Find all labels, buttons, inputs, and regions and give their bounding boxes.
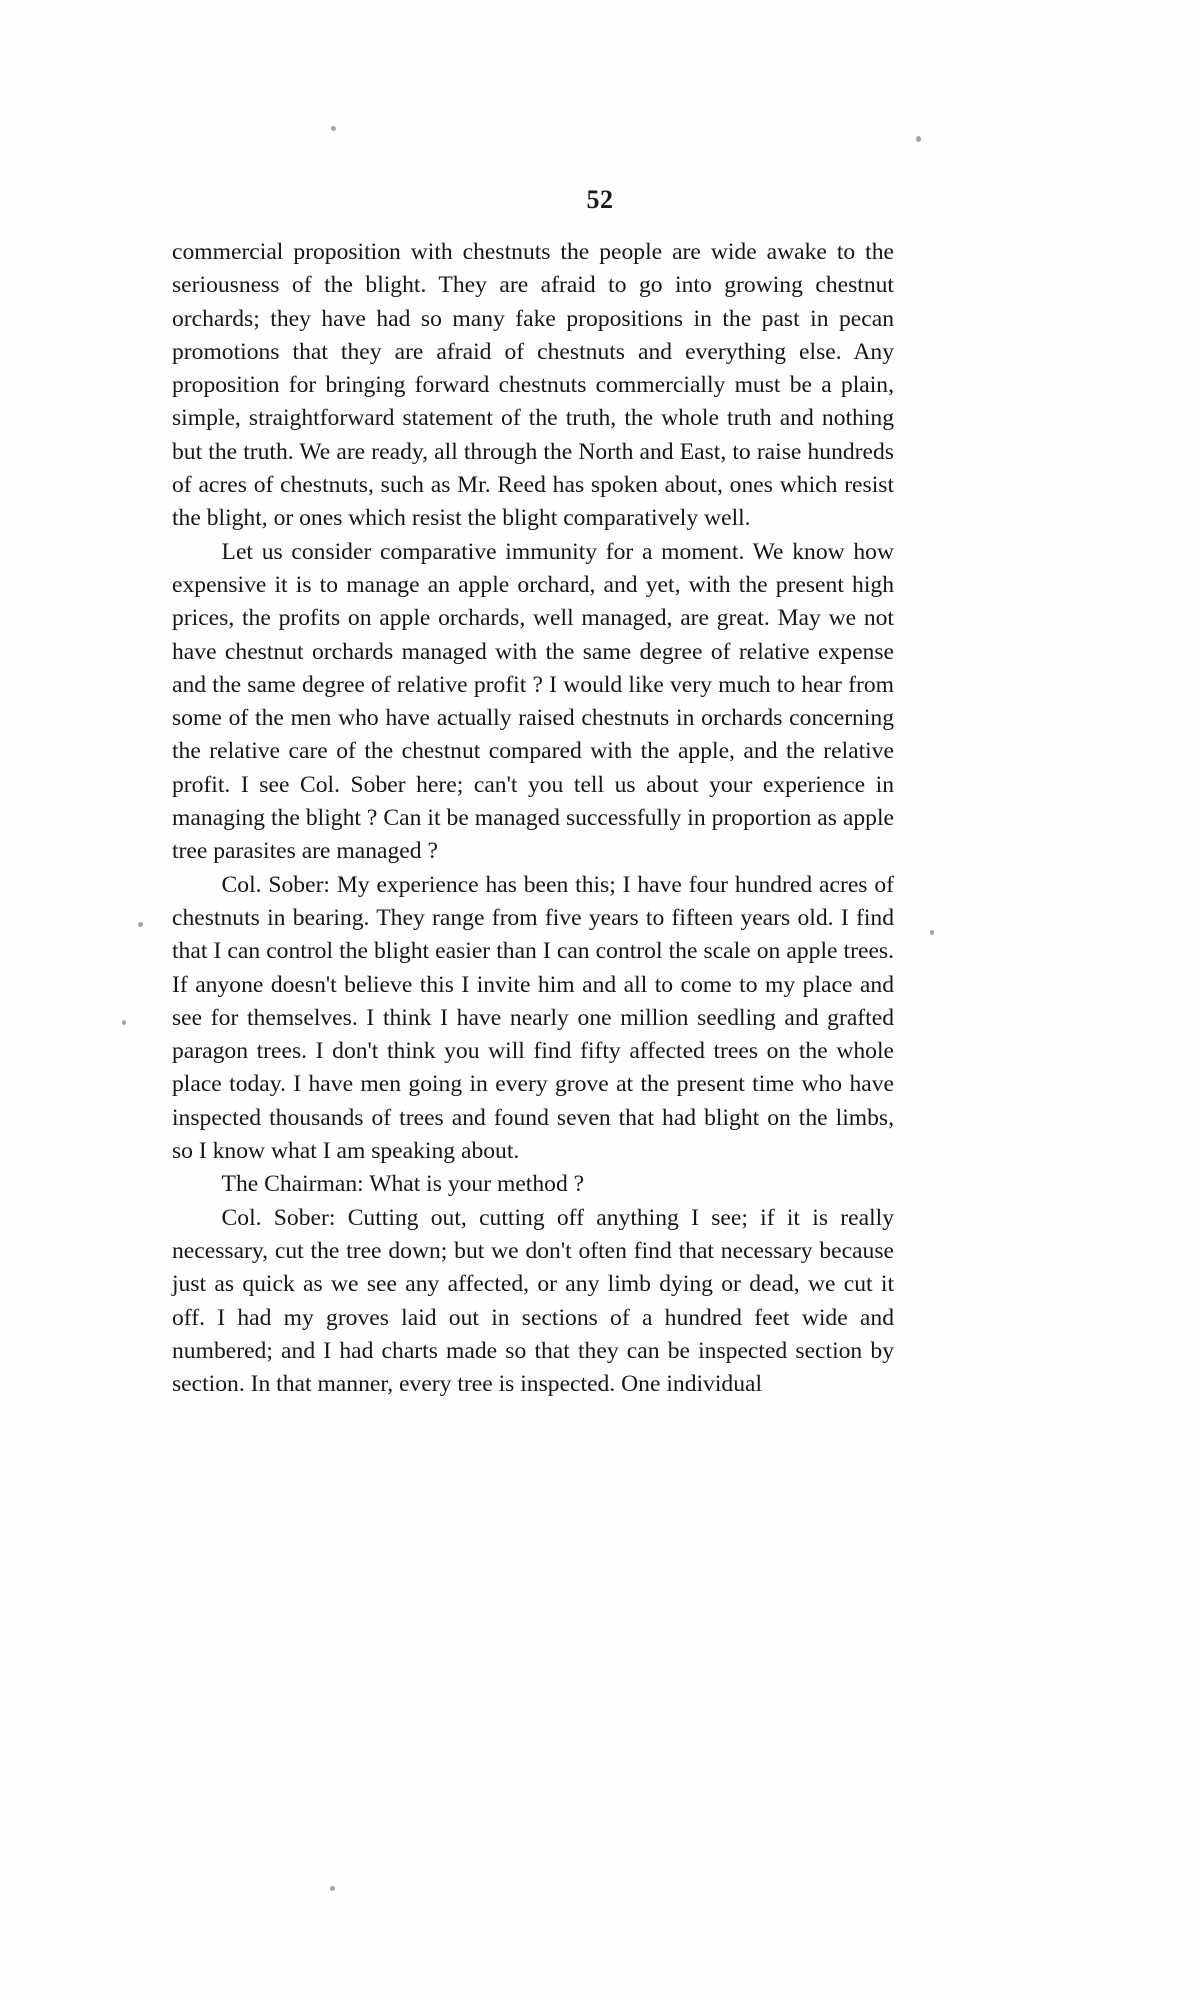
page-number: 52 bbox=[586, 185, 614, 214]
scan-speck bbox=[122, 1020, 126, 1025]
paragraph: Let us consider comparative immunity for a moment. We know how expensive it is to manage an apple orchard, and yet, with the present high prices, the profits on apple orchards, well managed, are great. May we not have chestnut orchards managed with the same degree of relative expense and the same degree of relative profit ? I would like very much to hear from some of the men who have actually raised chestnuts in orchards concerning the relative care of the chestnut compared with the apple, and the relative profit. I see Col. Sober here; can't you tell us about your experience in managing the blight ? Can it be managed successfully in proportion as apple tree parasites are managed ? bbox=[172, 538, 894, 865]
scan-speck bbox=[930, 930, 934, 935]
scan-speck bbox=[330, 1886, 335, 1891]
page-body bbox=[172, 236, 894, 1401]
paragraph: commercial proposition with chestnuts the people are wide awake to the seriousness of the blight. They are afraid to go into growing chestnut orchards; they have had so many fake propositions in the past in pecan promotions that they are afraid of chestnuts and everything else. Any proposition for bringing forward chestnuts commercially must be a plain, simple, straightforward statement of the truth, the whole truth and nothing but the truth. We are ready, all through the North and East, to raise hundreds of acres of chestnuts, such as Mr. Reed has spoken about, ones which resist the blight, or ones which resist the blight comparatively well. bbox=[172, 239, 894, 532]
paragraph: The Chairman: What is your method ? bbox=[221, 1171, 585, 1198]
paragraph: Col. Sober: My experience has been this; I have four hundred acres of chestnuts in bearing. They range from five years to fifteen years old. I find that I can control the blight easier than I can control the scale on apple trees. If anyone doesn't believe this I invite him and all to come to my place and see for themselves. I think I have nearly one million seedling and grafted paragon trees. I don't think you will find fifty affected trees on the whole place today. I have men going in every grove at the present time who have inspected thousands of trees and found seven that had blight on the limbs, so I know what I am speaking about. bbox=[172, 871, 894, 1165]
scan-speck bbox=[331, 126, 336, 131]
paragraph: Col. Sober: Cutting out, cutting off anything I see; if it is really necessary, cut the tree down; but we don't often find that necessary because just as quick as we see any affected, or any limb dying or dead, we cut it off. I had my groves laid out in sections of a hundred feet wide and numbered; and I had charts made so that they can be inspected section by section. In that manner, every tree is inspected. One individual bbox=[172, 1204, 894, 1398]
scan-speck bbox=[916, 136, 921, 142]
scan-speck bbox=[138, 922, 143, 927]
